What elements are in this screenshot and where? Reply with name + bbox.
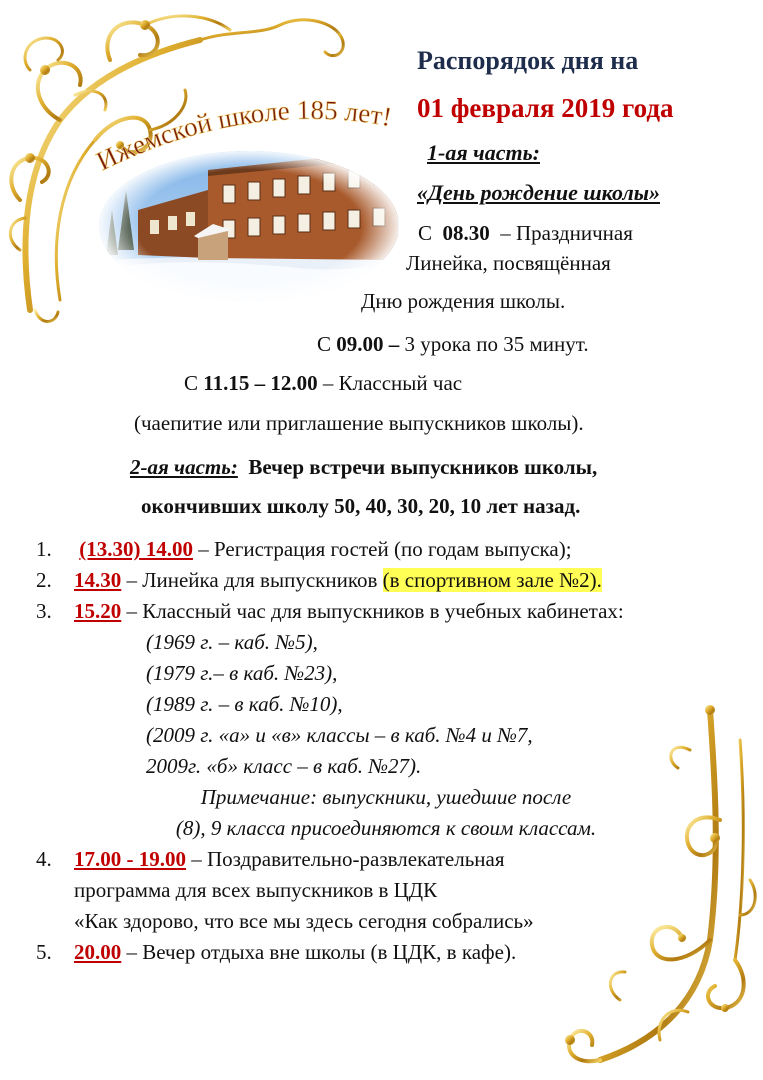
part1-line4-text: 3 урока по 35 минут. [404, 332, 589, 356]
part1-line4 [317, 332, 589, 357]
part1-line5-prefix: С [184, 371, 199, 395]
list-item-text: – Регистрация гостей (по годам выпуска); [198, 537, 572, 561]
part1-line3: Дню рождения школы. [361, 289, 566, 313]
list-item [36, 937, 736, 968]
part1-line4-prefix: С [317, 332, 332, 356]
room-line: (1989 г. – в каб. №10), [146, 692, 343, 716]
list-item-time: (13.30) 14.00 [79, 537, 193, 561]
list-item-text: – Вечер отдыха вне школы (в ЦДК, в кафе). [126, 940, 517, 964]
part1-line6: (чаепитие или приглашение выпускников школы). [134, 411, 584, 435]
list-item-number: 5. [36, 940, 52, 964]
list-item-text: – Линейка для выпускников [126, 568, 378, 592]
list-item [36, 565, 736, 596]
list-item-time: 20.00 [74, 940, 122, 964]
part1-line1-time: 08.30 [442, 221, 490, 245]
list-item-text: – Поздравительно-развлекательная [191, 847, 505, 871]
list-item-number: 3. [36, 599, 52, 623]
part1-line1-text: – Праздничная [500, 221, 633, 245]
page-title-date: 01 февраля 2019 года [417, 93, 674, 123]
part1-line5-time: 11.15 – 12.00 [203, 371, 318, 395]
room-line: (2009 г. «а» и «в» классы – в каб. №4 и №7, [146, 723, 533, 747]
list-item-time: 14.30 [74, 568, 122, 592]
note-line1: Примечание: выпускники, ушедшие после [200, 785, 572, 809]
list-item [36, 844, 736, 937]
part2-label: 2-ая часть: [130, 455, 238, 479]
part1-name: «День рождение школы» [417, 180, 660, 205]
room-line: (1979 г.– в каб. №23), [146, 661, 338, 685]
list-item [36, 534, 736, 565]
list-item-number: 1. [36, 537, 52, 561]
note-line2: (8), 9 класса присоединяются к своим классам. [175, 816, 597, 840]
list-item-time: 15.20 [74, 599, 122, 623]
list-item-line2: программа для всех выпускников в ЦДК [74, 878, 438, 902]
list-item-line3: «Как здорово, что все мы здесь сегодня собрались» [74, 909, 534, 933]
part1-label: 1-ая часть: [427, 140, 540, 165]
room-line: 2009г. «б» класс – в каб. №27). [146, 754, 422, 778]
part1-line4-time: 09.00 – [336, 332, 400, 356]
list-item-text: – Классный час для выпускников в учебных кабинетах: [126, 599, 624, 623]
list-item-number: 4. [36, 847, 52, 871]
part1-line5-text: – Классный час [322, 371, 463, 395]
part1-line2: Линейка, посвящённая [406, 251, 611, 275]
list-item-number: 2. [36, 568, 52, 592]
schedule-list [36, 534, 736, 968]
room-line: (1969 г. – каб. №5), [146, 630, 318, 654]
page-title-line1: Распорядок дня на [417, 46, 639, 75]
list-item-time: 17.00 - 19.00 [74, 847, 186, 871]
anniversary-banner [86, 92, 426, 182]
part1-line1 [418, 221, 633, 246]
part2-subtitle: окончивших школу 50, 40, 30, 20, 10 лет назад. [141, 494, 581, 518]
list-item [36, 596, 736, 844]
part1-line1-prefix: С [418, 221, 433, 245]
part1-line5 [184, 371, 462, 396]
part2-heading [130, 455, 597, 480]
anniversary-banner-text: Ижемской школе 185 лет! [91, 94, 395, 177]
highlighted-location: (в спортивном зале №2). [382, 568, 602, 592]
part2-title: Вечер встречи выпускников школы, [248, 455, 598, 479]
svg-text:Ижемской школе 185 лет! [92, 95, 394, 176]
